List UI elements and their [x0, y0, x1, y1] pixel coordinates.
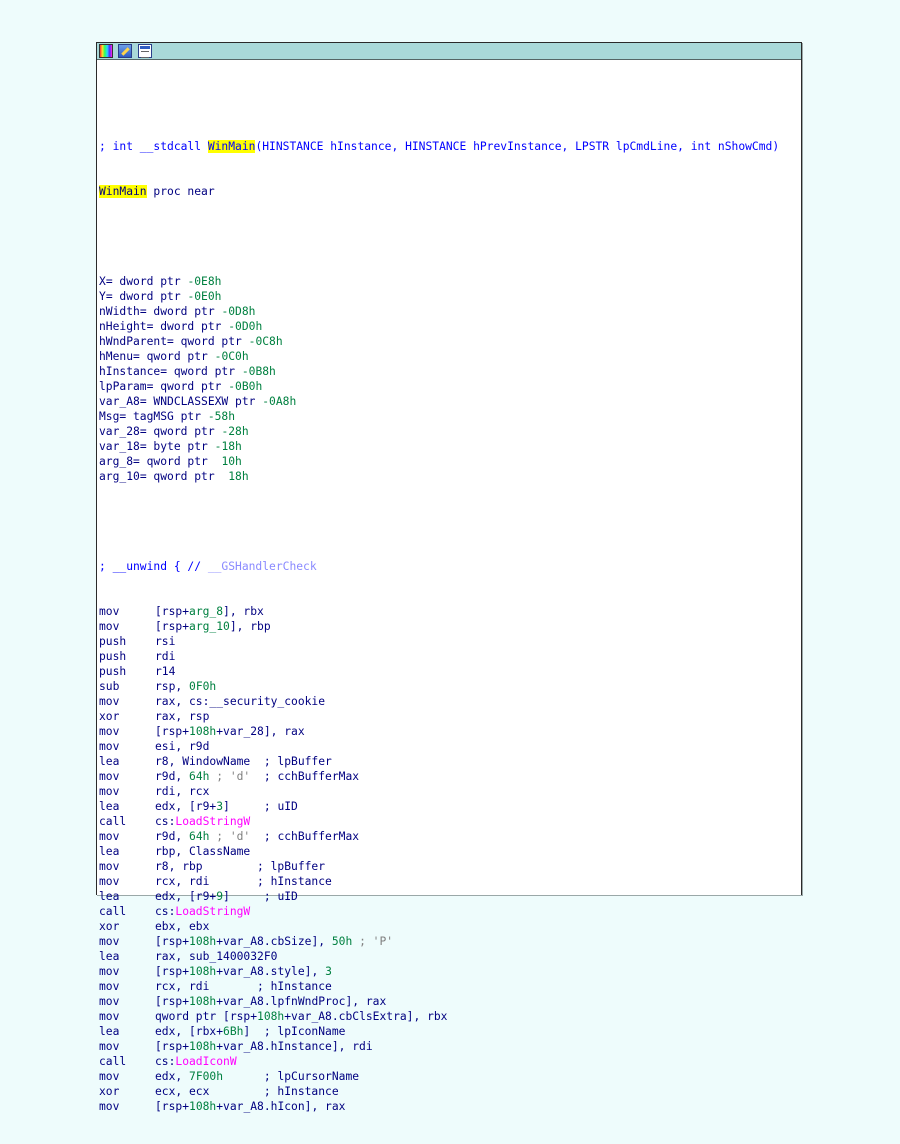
stack-var-line — [99, 394, 779, 409]
operand-text: edx, [r9+ — [155, 800, 217, 813]
operand-number: 9 — [216, 890, 224, 903]
stack-var-line — [99, 319, 779, 334]
stack-var-type: = dword ptr — [105, 290, 188, 303]
operand-text: r14 — [155, 665, 176, 678]
mnemonic[interactable]: mov — [99, 935, 120, 948]
stack-var-offset: -0A8h — [262, 395, 297, 408]
operand-text: +var_A8.hInstance], rdi — [216, 1040, 373, 1053]
mnemonic[interactable]: mov — [99, 605, 120, 618]
mnemonic[interactable]: mov — [99, 725, 120, 738]
stack-var-offset: -0C0h — [214, 350, 249, 363]
mnemonic[interactable]: mov — [99, 965, 120, 978]
stack-var-line — [99, 364, 779, 379]
stack-var-type: = qword ptr — [160, 365, 242, 378]
mnemonic[interactable]: mov — [99, 830, 120, 843]
stack-var-type: = dword ptr — [105, 275, 188, 288]
operand-text: ; cchBufferMax — [250, 770, 360, 783]
operand-text: rax, rsp — [155, 710, 210, 723]
mnemonic[interactable]: mov — [99, 1040, 120, 1053]
operand-text: [rsp+ — [155, 965, 190, 978]
stack-var-line — [99, 304, 779, 319]
mnemonic[interactable]: push — [99, 665, 127, 678]
stack-var-offset: -18h — [214, 440, 242, 453]
operand-text: ], rbp — [229, 620, 271, 633]
operand-text: +var_A8.cbSize], — [216, 935, 332, 948]
instruction-line[interactable] — [99, 604, 779, 619]
operand-text: +var_A8.hIcon], rax — [216, 1100, 346, 1113]
mnemonic[interactable]: sub — [99, 680, 120, 693]
blank-line — [99, 514, 779, 529]
unwind-comment: ; __unwind { // __GSHandlerCheck — [99, 560, 317, 573]
mnemonic[interactable]: mov — [99, 1070, 120, 1083]
operand-number: 6Bh — [223, 1025, 244, 1038]
instruction-line[interactable] — [99, 799, 779, 814]
stack-var-offset: -0B8h — [241, 365, 276, 378]
instruction-line[interactable] — [99, 619, 779, 634]
stack-var-offset: 10h — [221, 455, 242, 468]
stack-var-offset: -0B0h — [228, 380, 263, 393]
stack-var-type: = tagMSG ptr — [119, 410, 208, 423]
operand-text: cs: — [155, 1055, 176, 1068]
stack-var-name[interactable]: hMenu — [99, 350, 134, 363]
instruction-line[interactable] — [99, 844, 779, 859]
stack-var-line — [99, 274, 779, 289]
mnemonic[interactable]: mov — [99, 740, 120, 753]
stack-var-offset: 18h — [228, 470, 249, 483]
operand-text: r9d, — [155, 770, 190, 783]
import-name[interactable]: LoadIconW — [175, 1055, 237, 1068]
operand-number: 50h — [331, 935, 353, 948]
stack-var-type: = dword ptr — [139, 305, 222, 318]
node-titlebar[interactable] — [97, 43, 801, 60]
instruction-line[interactable] — [99, 634, 779, 649]
operand-number: 0F0h — [189, 680, 217, 693]
mnemonic[interactable]: push — [99, 650, 127, 663]
operand-text: rbp, ClassName — [155, 845, 251, 858]
instruction-line[interactable] — [99, 694, 779, 709]
operand-text: edx, — [155, 1070, 190, 1083]
stack-var-line — [99, 469, 779, 484]
instruction-line[interactable] — [99, 724, 779, 739]
stack-var-type: = qword ptr — [167, 335, 249, 348]
stack-var-offset: -0D0h — [228, 320, 263, 333]
stack-var-name[interactable]: var_A8 — [99, 395, 140, 408]
mnemonic[interactable]: mov — [99, 1100, 120, 1113]
stack-var-type: = qword ptr — [133, 350, 215, 363]
operand-number: arg_8 — [189, 605, 224, 618]
operand-text: [rsp+ — [155, 935, 190, 948]
color-palette-icon[interactable] — [99, 44, 113, 58]
stack-var-type: = qword ptr — [133, 455, 222, 468]
operand-text: edx, [rbx+ — [155, 1025, 224, 1038]
mnemonic[interactable]: call — [99, 905, 127, 918]
operand-text: +var_A8.cbClsExtra], rbx — [284, 1010, 448, 1023]
mnemonic[interactable]: call — [99, 1055, 127, 1068]
operand-text: edx, [r9+ — [155, 890, 217, 903]
operand-number: 108h — [257, 1010, 285, 1023]
instruction-line[interactable] — [99, 949, 779, 964]
stack-var-offset: -0E8h — [187, 275, 222, 288]
operand-text: qword ptr [rsp+ — [155, 1010, 258, 1023]
instruction-line[interactable] — [99, 829, 779, 844]
operand-text: +var_28], rax — [216, 725, 305, 738]
mnemonic[interactable]: mov — [99, 770, 120, 783]
mnemonic[interactable]: mov — [99, 980, 120, 993]
instruction-list — [99, 604, 779, 1114]
instruction-line[interactable] — [99, 964, 779, 979]
operand-text: +var_A8.style], — [216, 965, 326, 978]
mnemonic[interactable]: mov — [99, 620, 120, 633]
instruction-line[interactable] — [99, 859, 779, 874]
mnemonic[interactable]: xor — [99, 710, 120, 723]
operand-text: ; cchBufferMax — [250, 830, 360, 843]
stack-var-line — [99, 424, 779, 439]
char-comment: ; 'P' — [352, 935, 394, 948]
operand-text: rdi — [155, 650, 176, 663]
function-signature-comment: ; int __stdcall WinMain(HINSTANCE hInstance, HINSTANCE hPrevInstance, LPSTR lpCmdLine, int nShowCmd) — [99, 140, 780, 153]
graph-overview-icon[interactable] — [138, 44, 152, 58]
operand-text: [rsp+ — [155, 725, 190, 738]
instruction-line[interactable] — [99, 1009, 779, 1024]
mnemonic[interactable]: lea — [99, 755, 120, 768]
mnemonic[interactable]: push — [99, 635, 127, 648]
instruction-line[interactable] — [99, 934, 779, 949]
operand-text: ] ; uID — [223, 890, 298, 903]
disassembly-listing[interactable] — [99, 109, 779, 1144]
stack-var-type: = qword ptr — [139, 425, 222, 438]
stack-variables — [99, 274, 779, 484]
stack-var-type: = WNDCLASSEXW ptr — [139, 395, 263, 408]
stack-var-name[interactable]: Msg — [99, 410, 120, 423]
operand-text: ; lpCursorName — [223, 1070, 360, 1083]
stack-var-name[interactable]: hWndParent — [99, 335, 168, 348]
operand-text: [rsp+ — [155, 995, 190, 1008]
operand-number: 108h — [189, 935, 217, 948]
stack-var-type: = byte ptr — [139, 440, 215, 453]
operand-text: [rsp+ — [155, 605, 190, 618]
stack-var-name[interactable]: arg_10 — [99, 470, 140, 483]
operand-text: rax, cs:__security_cookie — [155, 695, 326, 708]
operand-text: [rsp+ — [155, 620, 190, 633]
mnemonic[interactable]: xor — [99, 920, 120, 933]
operand-text: rsp, — [155, 680, 190, 693]
operand-number: arg_10 — [189, 620, 230, 633]
instruction-line[interactable] — [99, 1024, 779, 1039]
instruction-line[interactable] — [99, 649, 779, 664]
import-name[interactable]: LoadStringW — [175, 905, 251, 918]
stack-var-line — [99, 454, 779, 469]
import-name[interactable]: LoadStringW — [175, 815, 251, 828]
operand-text: ebx, ebx — [155, 920, 210, 933]
instruction-line[interactable] — [99, 664, 779, 679]
operand-text: r9d, — [155, 830, 190, 843]
operand-number: 108h — [189, 725, 217, 738]
proc-declaration: WinMain proc near — [99, 185, 215, 198]
operand-text: r8, rbp ; lpBuffer — [155, 860, 326, 873]
stack-var-name[interactable]: hInstance — [99, 365, 161, 378]
operand-text: cs: — [155, 905, 176, 918]
stack-var-line — [99, 334, 779, 349]
stack-var-offset: -0E0h — [187, 290, 222, 303]
stack-var-name[interactable]: X — [99, 275, 106, 288]
stack-var-name[interactable]: Y — [99, 290, 106, 303]
mnemonic[interactable]: mov — [99, 785, 120, 798]
instruction-line[interactable] — [99, 1099, 779, 1114]
operand-text: cs: — [155, 815, 176, 828]
stack-var-name[interactable]: lpParam — [99, 380, 147, 393]
char-comment: ; 'd' — [209, 830, 251, 843]
instruction-line[interactable] — [99, 769, 779, 784]
operand-number: 108h — [189, 965, 217, 978]
operand-text: ], rbx — [223, 605, 264, 618]
operand-text: ecx, ecx ; hInstance — [155, 1085, 339, 1098]
operand-text: +var_A8.lpfnWndProc], rax — [216, 995, 387, 1008]
instruction-line[interactable] — [99, 979, 779, 994]
stack-var-name[interactable]: arg_8 — [99, 455, 134, 468]
operand-number: 108h — [189, 1040, 217, 1053]
operand-text: esi, r9d — [155, 740, 210, 753]
operand-text: rsi — [155, 635, 176, 648]
operand-text: r8, WindowName ; lpBuffer — [155, 755, 332, 768]
stack-var-type: = dword ptr — [146, 320, 229, 333]
function-name-highlight[interactable]: WinMain — [207, 140, 256, 153]
instruction-line[interactable] — [99, 1084, 779, 1099]
blank-line — [99, 229, 779, 244]
stack-var-name[interactable]: nHeight — [99, 320, 147, 333]
mnemonic[interactable]: mov — [99, 860, 120, 873]
instruction-line[interactable] — [99, 739, 779, 754]
instruction-line[interactable] — [99, 679, 779, 694]
instruction-line[interactable] — [99, 784, 779, 799]
stack-var-line — [99, 439, 779, 454]
stack-var-offset: -58h — [207, 410, 236, 423]
mnemonic[interactable]: lea — [99, 800, 120, 813]
instruction-line[interactable] — [99, 904, 779, 919]
proc-name[interactable]: WinMain — [99, 185, 147, 198]
instruction-line[interactable] — [99, 919, 779, 934]
operand-number: 64h — [189, 830, 210, 843]
operand-text: rax, sub_1400032F0 — [155, 950, 278, 963]
operand-text: rcx, rdi ; hInstance — [155, 875, 332, 888]
mnemonic[interactable]: mov — [99, 1010, 120, 1023]
stack-var-line — [99, 349, 779, 364]
mnemonic[interactable]: mov — [99, 995, 120, 1008]
mnemonic[interactable]: xor — [99, 1085, 120, 1098]
stack-var-line — [99, 289, 779, 304]
operand-number: 64h — [189, 770, 210, 783]
instruction-line[interactable] — [99, 814, 779, 829]
mnemonic[interactable]: lea — [99, 845, 120, 858]
stack-var-line — [99, 409, 779, 424]
stack-var-name[interactable]: var_28 — [99, 425, 140, 438]
stack-var-offset: -28h — [221, 425, 249, 438]
stack-var-offset: -0C8h — [248, 335, 283, 348]
operand-text: rdi, rcx — [155, 785, 210, 798]
edit-node-icon[interactable] — [118, 44, 132, 58]
mnemonic[interactable]: lea — [99, 1025, 120, 1038]
operand-text: [rsp+ — [155, 1040, 190, 1053]
mnemonic[interactable]: lea — [99, 950, 120, 963]
instruction-line[interactable] — [99, 889, 779, 904]
stack-var-line — [99, 379, 779, 394]
stack-var-name[interactable]: nWidth — [99, 305, 140, 318]
instruction-line[interactable] — [99, 994, 779, 1009]
instruction-line[interactable] — [99, 709, 779, 724]
mnemonic[interactable]: mov — [99, 875, 120, 888]
operand-number: 108h — [189, 1100, 217, 1113]
operand-text: rcx, rdi ; hInstance — [155, 980, 332, 993]
operand-text: [rsp+ — [155, 1100, 190, 1113]
operand-text: ] ; uID — [223, 800, 298, 813]
mnemonic[interactable]: call — [99, 815, 127, 828]
stack-var-type: = qword ptr — [139, 470, 229, 483]
stack-var-offset: -0D8h — [221, 305, 256, 318]
operand-number: 7F00h — [189, 1070, 224, 1083]
instruction-line[interactable] — [99, 1069, 779, 1084]
disassembly-graph-node[interactable] — [96, 42, 802, 1113]
operand-number: 108h — [189, 995, 217, 1008]
instruction-line[interactable] — [99, 1039, 779, 1054]
instruction-line[interactable] — [99, 754, 779, 769]
char-comment: ; 'd' — [209, 770, 251, 783]
instruction-line[interactable] — [99, 1054, 779, 1069]
stack-var-name[interactable]: var_18 — [99, 440, 140, 453]
operand-text: ] ; lpIconName — [243, 1025, 346, 1038]
mnemonic[interactable]: lea — [99, 890, 120, 903]
mnemonic[interactable]: mov — [99, 695, 120, 708]
handler-link[interactable]: __GSHandlerCheck — [207, 560, 317, 573]
operand-number: 3 — [325, 965, 332, 978]
stack-var-type: = qword ptr — [146, 380, 229, 393]
instruction-line[interactable] — [99, 874, 779, 889]
operand-number: 3 — [216, 800, 224, 813]
